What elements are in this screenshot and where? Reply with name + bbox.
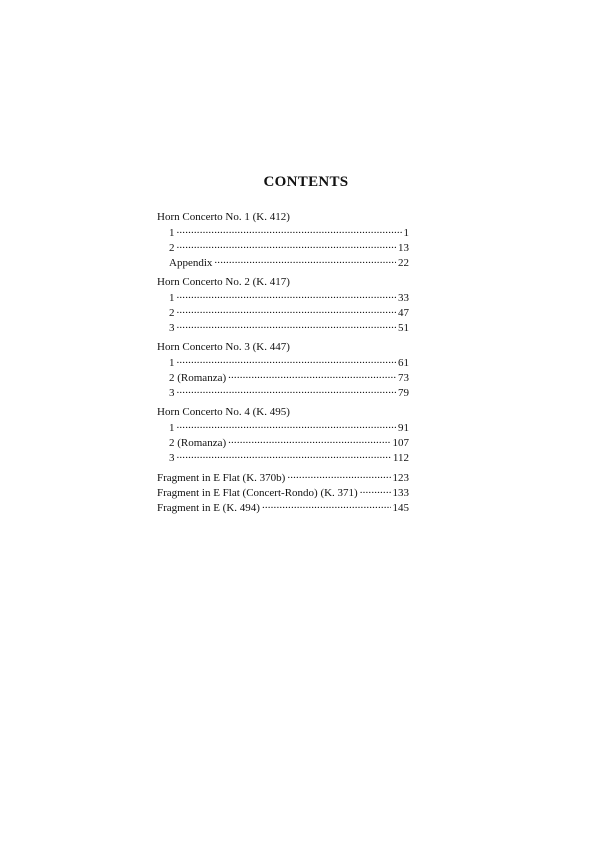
toc-entry-label: 3: [169, 387, 175, 399]
toc-group-concerto-1: [157, 210, 409, 270]
toc-group-heading: Horn Concerto No. 2 (K. 417): [157, 276, 290, 288]
toc-entry-page: 123: [392, 472, 409, 484]
toc-entry-label: 1: [169, 422, 175, 434]
dot-leader: [177, 450, 391, 461]
table-of-contents: [157, 210, 409, 520]
toc-group-concerto-4: [157, 405, 409, 465]
toc-entry-page: 133: [392, 487, 409, 499]
toc-entry[interactable]: [157, 420, 409, 435]
toc-entry-label: Appendix: [169, 257, 213, 269]
dot-leader: [287, 470, 390, 481]
toc-entry-label: 1: [169, 292, 175, 304]
toc-entry-fragment[interactable]: [157, 485, 409, 500]
toc-group-heading: Horn Concerto No. 4 (K. 495): [157, 406, 290, 418]
toc-entry-page: 107: [392, 437, 409, 449]
dot-leader: [177, 420, 397, 431]
toc-entry-fragment[interactable]: [157, 500, 409, 515]
toc-entry-page: 112: [392, 452, 409, 464]
toc-entry[interactable]: [157, 370, 409, 385]
toc-entry[interactable]: [157, 355, 409, 370]
dot-leader: [177, 320, 397, 331]
toc-entry[interactable]: [157, 240, 409, 255]
dot-leader: [177, 355, 397, 366]
toc-entry-label: Fragment in E Flat (K. 370b): [157, 472, 286, 484]
dot-leader: [262, 500, 391, 511]
toc-entry[interactable]: [157, 385, 409, 400]
toc-entry-label: 3: [169, 452, 175, 464]
toc-entry-label: Fragment in E Flat (Concert-Rondo) (K. 371): [157, 487, 358, 499]
dot-leader: [228, 435, 390, 446]
dot-leader: [177, 385, 397, 396]
toc-entry-label: 2 (Romanza): [169, 437, 227, 449]
dot-leader: [177, 240, 397, 251]
dot-leader: [360, 485, 391, 496]
page-title: CONTENTS: [263, 174, 349, 190]
toc-entry-page: 33: [398, 292, 409, 304]
dot-leader: [177, 290, 397, 301]
toc-group-concerto-2: [157, 275, 409, 335]
toc-entry-label: 1: [169, 357, 175, 369]
toc-entry-page: 22: [398, 257, 409, 269]
dot-leader: [177, 305, 397, 316]
toc-entry-page: 79: [398, 387, 409, 399]
toc-entry[interactable]: [157, 450, 409, 465]
toc-entry-fragment[interactable]: [157, 470, 409, 485]
toc-group-fragments: [157, 470, 409, 515]
toc-entry-label: 2: [169, 307, 175, 319]
toc-entry-label: 3: [169, 322, 175, 334]
toc-entry-page: 61: [398, 357, 409, 369]
toc-entry-label: 2: [169, 242, 175, 254]
toc-entry-label: Fragment in E (K. 494): [157, 502, 260, 514]
toc-group-heading: Horn Concerto No. 3 (K. 447): [157, 341, 290, 353]
toc-entry-label: 2 (Romanza): [169, 372, 227, 384]
toc-entry-page: 13: [398, 242, 409, 254]
toc-group-concerto-3: [157, 340, 409, 400]
toc-entry[interactable]: [157, 320, 409, 335]
toc-entry-page: 1: [403, 227, 409, 239]
dot-leader: [177, 225, 402, 236]
toc-entry-page: 47: [398, 307, 409, 319]
dot-leader: [214, 255, 396, 266]
dot-leader: [228, 370, 396, 381]
toc-entry[interactable]: [157, 435, 409, 450]
toc-entry-page: 51: [398, 322, 409, 334]
toc-entry[interactable]: [157, 225, 409, 240]
toc-group-heading: Horn Concerto No. 1 (K. 412): [157, 211, 290, 223]
toc-entry-label: 1: [169, 227, 175, 239]
toc-entry[interactable]: [157, 255, 409, 270]
toc-entry-page: 73: [398, 372, 409, 384]
toc-entry-page: 145: [392, 502, 409, 514]
toc-entry[interactable]: [157, 290, 409, 305]
toc-entry[interactable]: [157, 305, 409, 320]
toc-entry-page: 91: [398, 422, 409, 434]
